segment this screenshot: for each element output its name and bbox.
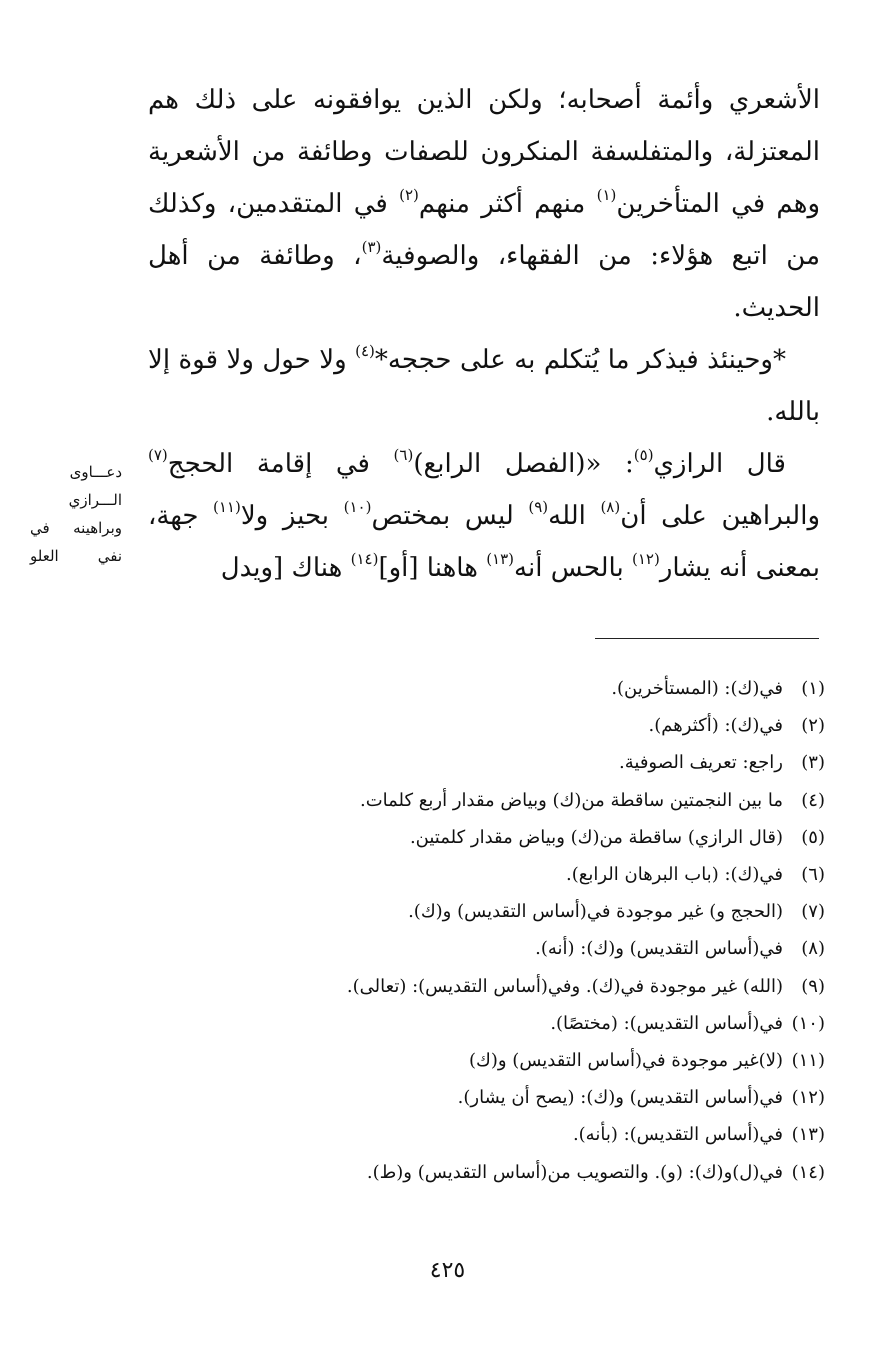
footnotes-list <box>180 670 825 1191</box>
footnote-text: في(أساس التقديس): (بأنه). <box>572 1124 783 1146</box>
paragraph-text: : «(الفصل الرابع) <box>413 449 634 479</box>
footnote-text: في(أساس التقديس) و(ك): (يصح أن يشار). <box>457 1087 783 1109</box>
paragraph <box>148 334 820 438</box>
paragraph-text: الأشعري وأئمة أصحابه؛ ولكن الذين يوافقونه على ذلك هم المعتزلة، والمتفلسفة المنكرون للصفات وطائفة من الأشعرية وهم في المتأخرين <box>148 85 821 219</box>
footnote-number: (١١) <box>791 1050 825 1072</box>
footnote-number: (١٠) <box>791 1012 825 1034</box>
footnote-number: (٨) <box>801 938 825 960</box>
footnote-text: في(ك): (أكثرهم). <box>648 715 783 737</box>
footnote-item <box>180 1079 825 1116</box>
footnote-item <box>180 1154 825 1191</box>
footnote-ref[interactable]: (٩) <box>528 498 549 516</box>
paragraph-text: *وحينئذ فيذكر ما يُتكلم به على حججه* <box>374 345 786 375</box>
footnote-ref[interactable]: (٣) <box>361 238 382 256</box>
paragraph <box>148 74 820 334</box>
footnote-item <box>180 670 825 707</box>
footnote-text: (الحجج و) غير موجودة في(أساس التقديس) و(ك). <box>408 901 783 923</box>
footnote-item <box>180 968 825 1005</box>
footnote-ref[interactable]: (١٣) <box>486 550 515 568</box>
paragraph-text: ولا حول ولا قوة إلا بالله. <box>148 345 820 427</box>
footnote-text: ما بين النجمتين ساقطة من(ك) وبياض مقدار أربع كلمات. <box>360 789 783 811</box>
paragraph-text: هاهنا [أو] <box>378 553 487 583</box>
footnote-text: (قال الرازي) ساقطة من(ك) وبياض مقدار كلمتين. <box>409 826 783 848</box>
footnote-item <box>180 782 825 819</box>
page-number: ٤٢٥ <box>429 1258 466 1283</box>
footnote-ref[interactable]: (٧) <box>148 446 168 464</box>
footnote-text: في(ك): (باب البرهان الرابع). <box>566 864 783 886</box>
footnote-number: (٣) <box>801 752 825 774</box>
footnote-ref[interactable]: (١١) <box>213 498 241 516</box>
footnote-number: (٩) <box>801 975 825 997</box>
paragraph-text: الله <box>548 501 601 531</box>
footnote-ref[interactable]: (٦) <box>393 446 414 464</box>
footnote-item <box>180 856 825 893</box>
footnote-ref[interactable]: (١٢) <box>631 550 660 568</box>
footnote-ref[interactable]: (١٤) <box>350 550 379 568</box>
footnote-number: (١٢) <box>791 1087 825 1109</box>
footnote-item <box>180 819 825 856</box>
footnote-number: (٧) <box>801 901 825 923</box>
footnote-ref[interactable]: (٢) <box>399 186 419 204</box>
paragraph-text: منهم أكثر منهم <box>418 189 597 219</box>
footnote-text: (الله) غير موجودة في(ك). وفي(أساس التقديس): (تعالى). <box>346 975 783 997</box>
footnote-ref[interactable]: (٤) <box>355 342 375 360</box>
footnote-number: (٢) <box>801 715 825 737</box>
paragraph <box>148 438 820 594</box>
main-text <box>148 74 820 594</box>
paragraph-text: والبراهين على أن <box>620 501 820 531</box>
footnote-item <box>180 930 825 967</box>
paragraph-text: بالحس أنه <box>514 553 632 583</box>
footnote-text: في(أساس التقديس) و(ك): (أنه). <box>535 938 783 960</box>
paragraph-text: ليس بمختص <box>371 501 529 531</box>
footnote-ref[interactable]: (١٠) <box>343 498 372 516</box>
paragraph-text: هناك [ويدل <box>220 553 351 583</box>
margin-note-line: نفي العلو <box>30 547 122 565</box>
footnote-ref[interactable]: (١) <box>596 186 617 204</box>
footnote-item <box>180 893 825 930</box>
footnote-ref[interactable]: (٥) <box>633 446 654 464</box>
paragraph-text: في إقامة الحجج <box>167 449 394 479</box>
footnote-text: في(أساس التقديس): (مختصًا). <box>550 1012 783 1034</box>
paragraph-text: في المتقدمين، وكذلك من اتبع هؤلاء: من الفقهاء، والصوفية <box>148 189 820 271</box>
footnote-number: (١٤) <box>791 1161 825 1183</box>
footnote-number: (٥) <box>801 826 825 848</box>
footnote-text: في(ل)و(ك): (و). والتصويب من(أساس التقديس) و(ط). <box>366 1161 783 1183</box>
margin-note <box>30 458 122 570</box>
footnote-number: (٦) <box>801 864 825 886</box>
footnote-text: (لا)غير موجودة في(أساس التقديس) و(ك) <box>469 1050 783 1072</box>
paragraph-text: قال الرازي <box>653 449 786 479</box>
paragraph-text: جهة، بمعنى أنه يشار <box>148 501 820 583</box>
footnote-item <box>180 1005 825 1042</box>
footnote-number: (٤) <box>801 789 825 811</box>
footnote-item <box>180 1042 825 1079</box>
margin-note-line: وبراهينه في <box>30 519 122 537</box>
footnote-text: راجع: تعريف الصوفية. <box>619 752 783 774</box>
footnote-item <box>180 744 825 781</box>
margin-note-line: دعـــاوى <box>69 463 122 481</box>
footnote-ref[interactable]: (٨) <box>600 498 621 516</box>
footnote-number: (١٣) <box>791 1124 825 1146</box>
paragraph-text: ، وطائفة من أهل الحديث. <box>148 241 820 323</box>
footnote-number: (١) <box>801 678 825 699</box>
footnote-item <box>180 1116 825 1153</box>
footnote-text: في(ك): (المستأخرين). <box>611 678 783 699</box>
margin-note-line: الـــرازي <box>68 491 122 509</box>
footnote-item <box>180 707 825 744</box>
paragraph-text: بحيز ولا <box>240 501 344 531</box>
footnote-divider <box>595 638 819 639</box>
